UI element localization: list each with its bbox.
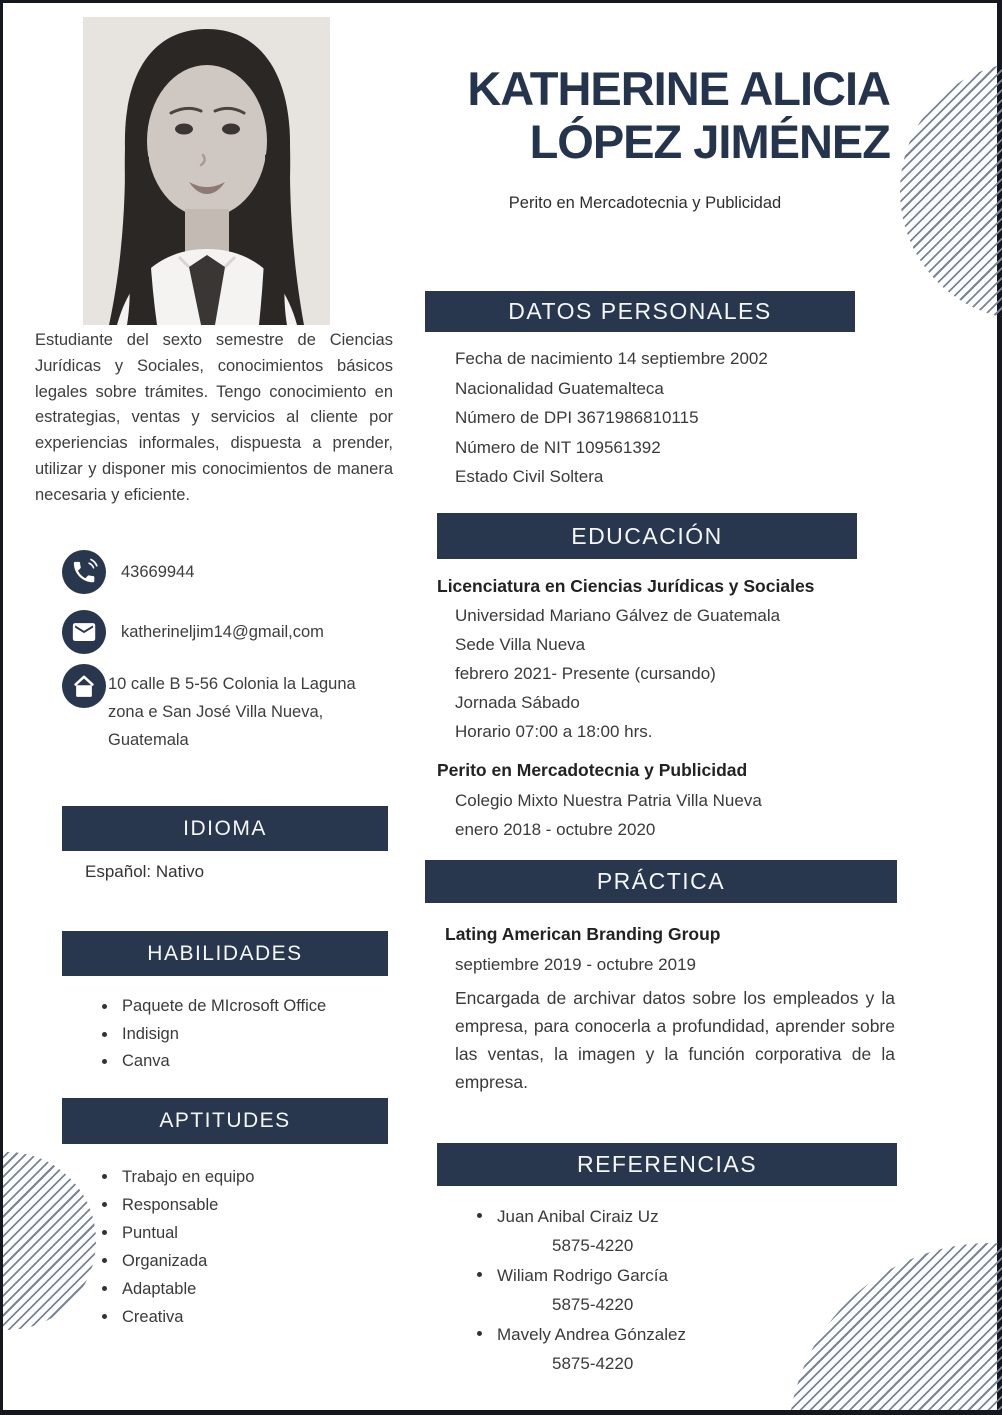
- list-item: [470, 1202, 686, 1260]
- email-icon: [62, 610, 106, 654]
- personal-data-line: Fecha de nacimiento 14 septiembre 2002: [455, 349, 768, 368]
- section-header-habilidades-label: HABILIDADES: [147, 941, 303, 965]
- section-header-habilidades: [62, 931, 388, 976]
- phone-icon: [62, 550, 106, 594]
- education-detail-line: Sede Villa Nueva: [455, 635, 586, 654]
- page-title: [340, 62, 890, 168]
- section-header-aptitudes: [62, 1098, 388, 1144]
- section-header-educacion: [437, 513, 857, 559]
- section-header-datos-personales-label: DATOS PERSONALES: [508, 298, 772, 324]
- postal-address: 10 calle B 5-56 Colonia la Laguna zona e San José Villa Nueva, Guatemala: [108, 675, 356, 749]
- list-item: Trabajo en equipo: [95, 1163, 254, 1191]
- education-details-1: [455, 601, 780, 746]
- home-icon: [62, 664, 106, 708]
- practica-company: Lating American Branding Group: [445, 924, 721, 944]
- list-item: [470, 1261, 686, 1319]
- list-item: Adaptable: [95, 1275, 254, 1303]
- section-header-referencias-label: REFERENCIAS: [576, 1151, 758, 1177]
- education-detail-line: Universidad Mariano Gálvez de Guatemala: [455, 606, 781, 625]
- email-address: katherineljim14@gmail,com: [121, 623, 324, 641]
- striped-circle-bottom-left: [0, 1152, 96, 1330]
- portrait-photo: [83, 17, 330, 325]
- skills-list: [95, 993, 326, 1076]
- reference-phone: 5875-4220: [552, 1354, 634, 1373]
- personal-data-list: [455, 344, 768, 492]
- list-item: Canva: [95, 1048, 326, 1076]
- education-degree-1: Licenciatura en Ciencias Jurídicas y Sociales: [437, 576, 815, 596]
- education-details-2: [455, 786, 762, 844]
- striped-circle-bottom-right: [788, 1243, 1002, 1415]
- list-item: [470, 1320, 686, 1378]
- education-detail-line: Colegio Mixto Nuestra Patria Villa Nueva: [455, 791, 762, 810]
- aptitudes-list: [95, 1163, 254, 1331]
- profile-summary: Estudiante del sexto semestre de Ciencias Jurídicas y Sociales, conocimientos básicos legales sobre trámites. Tengo conocimiento en estrategias, ventas y servicios al cliente por experiencias informales, dispuesta a prender, utilizar y disponer mis conocimientos de manera necesaria y eficiente.: [35, 331, 393, 504]
- list-item: Puntual: [95, 1219, 254, 1247]
- phone-number: 43669944: [121, 563, 195, 581]
- section-header-datos-personales: [425, 291, 855, 332]
- education-detail-line: Horario 07:00 a 18:00 hrs.: [455, 722, 653, 741]
- contact-address-row: [62, 664, 396, 754]
- personal-data-line: Nacionalidad Guatemalteca: [455, 378, 664, 398]
- contact-phone-row: [62, 550, 194, 594]
- section-header-practica: [425, 860, 897, 903]
- personal-data-line: Número de NIT 109561392: [455, 437, 661, 457]
- practica-period: septiembre 2019 - octubre 2019: [455, 955, 696, 974]
- section-header-idioma: [62, 806, 388, 851]
- name-line-2: LÓPEZ JIMÉNEZ: [529, 115, 890, 168]
- name-line-1: KATHERINE ALICIA: [467, 62, 890, 115]
- practica-description: Encargada de archivar datos sobre los empleados y la empresa, para conocerla a profundidad, aprender sobre las ventas, la imagen y la función corporativa de la empresa.: [455, 988, 895, 1092]
- page-border-top: [0, 0, 1002, 3]
- header-subtitle: Perito en Mercadotecnia y Publicidad: [508, 194, 782, 212]
- education-degree-2: Perito en Mercadotecnia y Publicidad: [437, 760, 748, 780]
- contact-email-row: [62, 610, 324, 654]
- striped-circle-top-right: [900, 62, 1002, 320]
- reference-name: Mavely Andrea Gónzalez: [497, 1325, 686, 1344]
- list-item: Indisign: [95, 1021, 326, 1049]
- reference-phone: 5875-4220: [552, 1295, 634, 1314]
- list-item: Organizada: [95, 1247, 254, 1275]
- page-border-bottom: [0, 1410, 1002, 1415]
- section-header-referencias: [437, 1143, 897, 1186]
- language-entry: Español: Nativo: [85, 862, 205, 881]
- references-list: [470, 1202, 686, 1379]
- list-item: Paquete de MIcrosoft Office: [95, 993, 326, 1021]
- section-header-idioma-label: IDIOMA: [183, 816, 267, 840]
- section-header-practica-label: PRÁCTICA: [596, 868, 726, 894]
- reference-name: Wiliam Rodrigo García: [497, 1266, 668, 1285]
- personal-data-line: Estado Civil Soltera: [455, 467, 604, 486]
- education-detail-line: febrero 2021- Presente (cursando): [455, 664, 716, 683]
- page-border-left: [0, 0, 3, 1415]
- list-item: Creativa: [95, 1303, 254, 1331]
- section-header-aptitudes-label: APTITUDES: [159, 1109, 291, 1132]
- list-item: Responsable: [95, 1191, 254, 1219]
- reference-name: Juan Anibal Ciraiz Uz: [497, 1207, 659, 1226]
- section-header-educacion-label: EDUCACIÓN: [571, 522, 723, 549]
- reference-phone: 5875-4220: [552, 1236, 634, 1255]
- education-detail-line: enero 2018 - octubre 2020: [455, 820, 656, 839]
- personal-data-line: Número de DPI 3671986810115: [455, 408, 699, 427]
- education-detail-line: Jornada Sábado: [455, 693, 580, 712]
